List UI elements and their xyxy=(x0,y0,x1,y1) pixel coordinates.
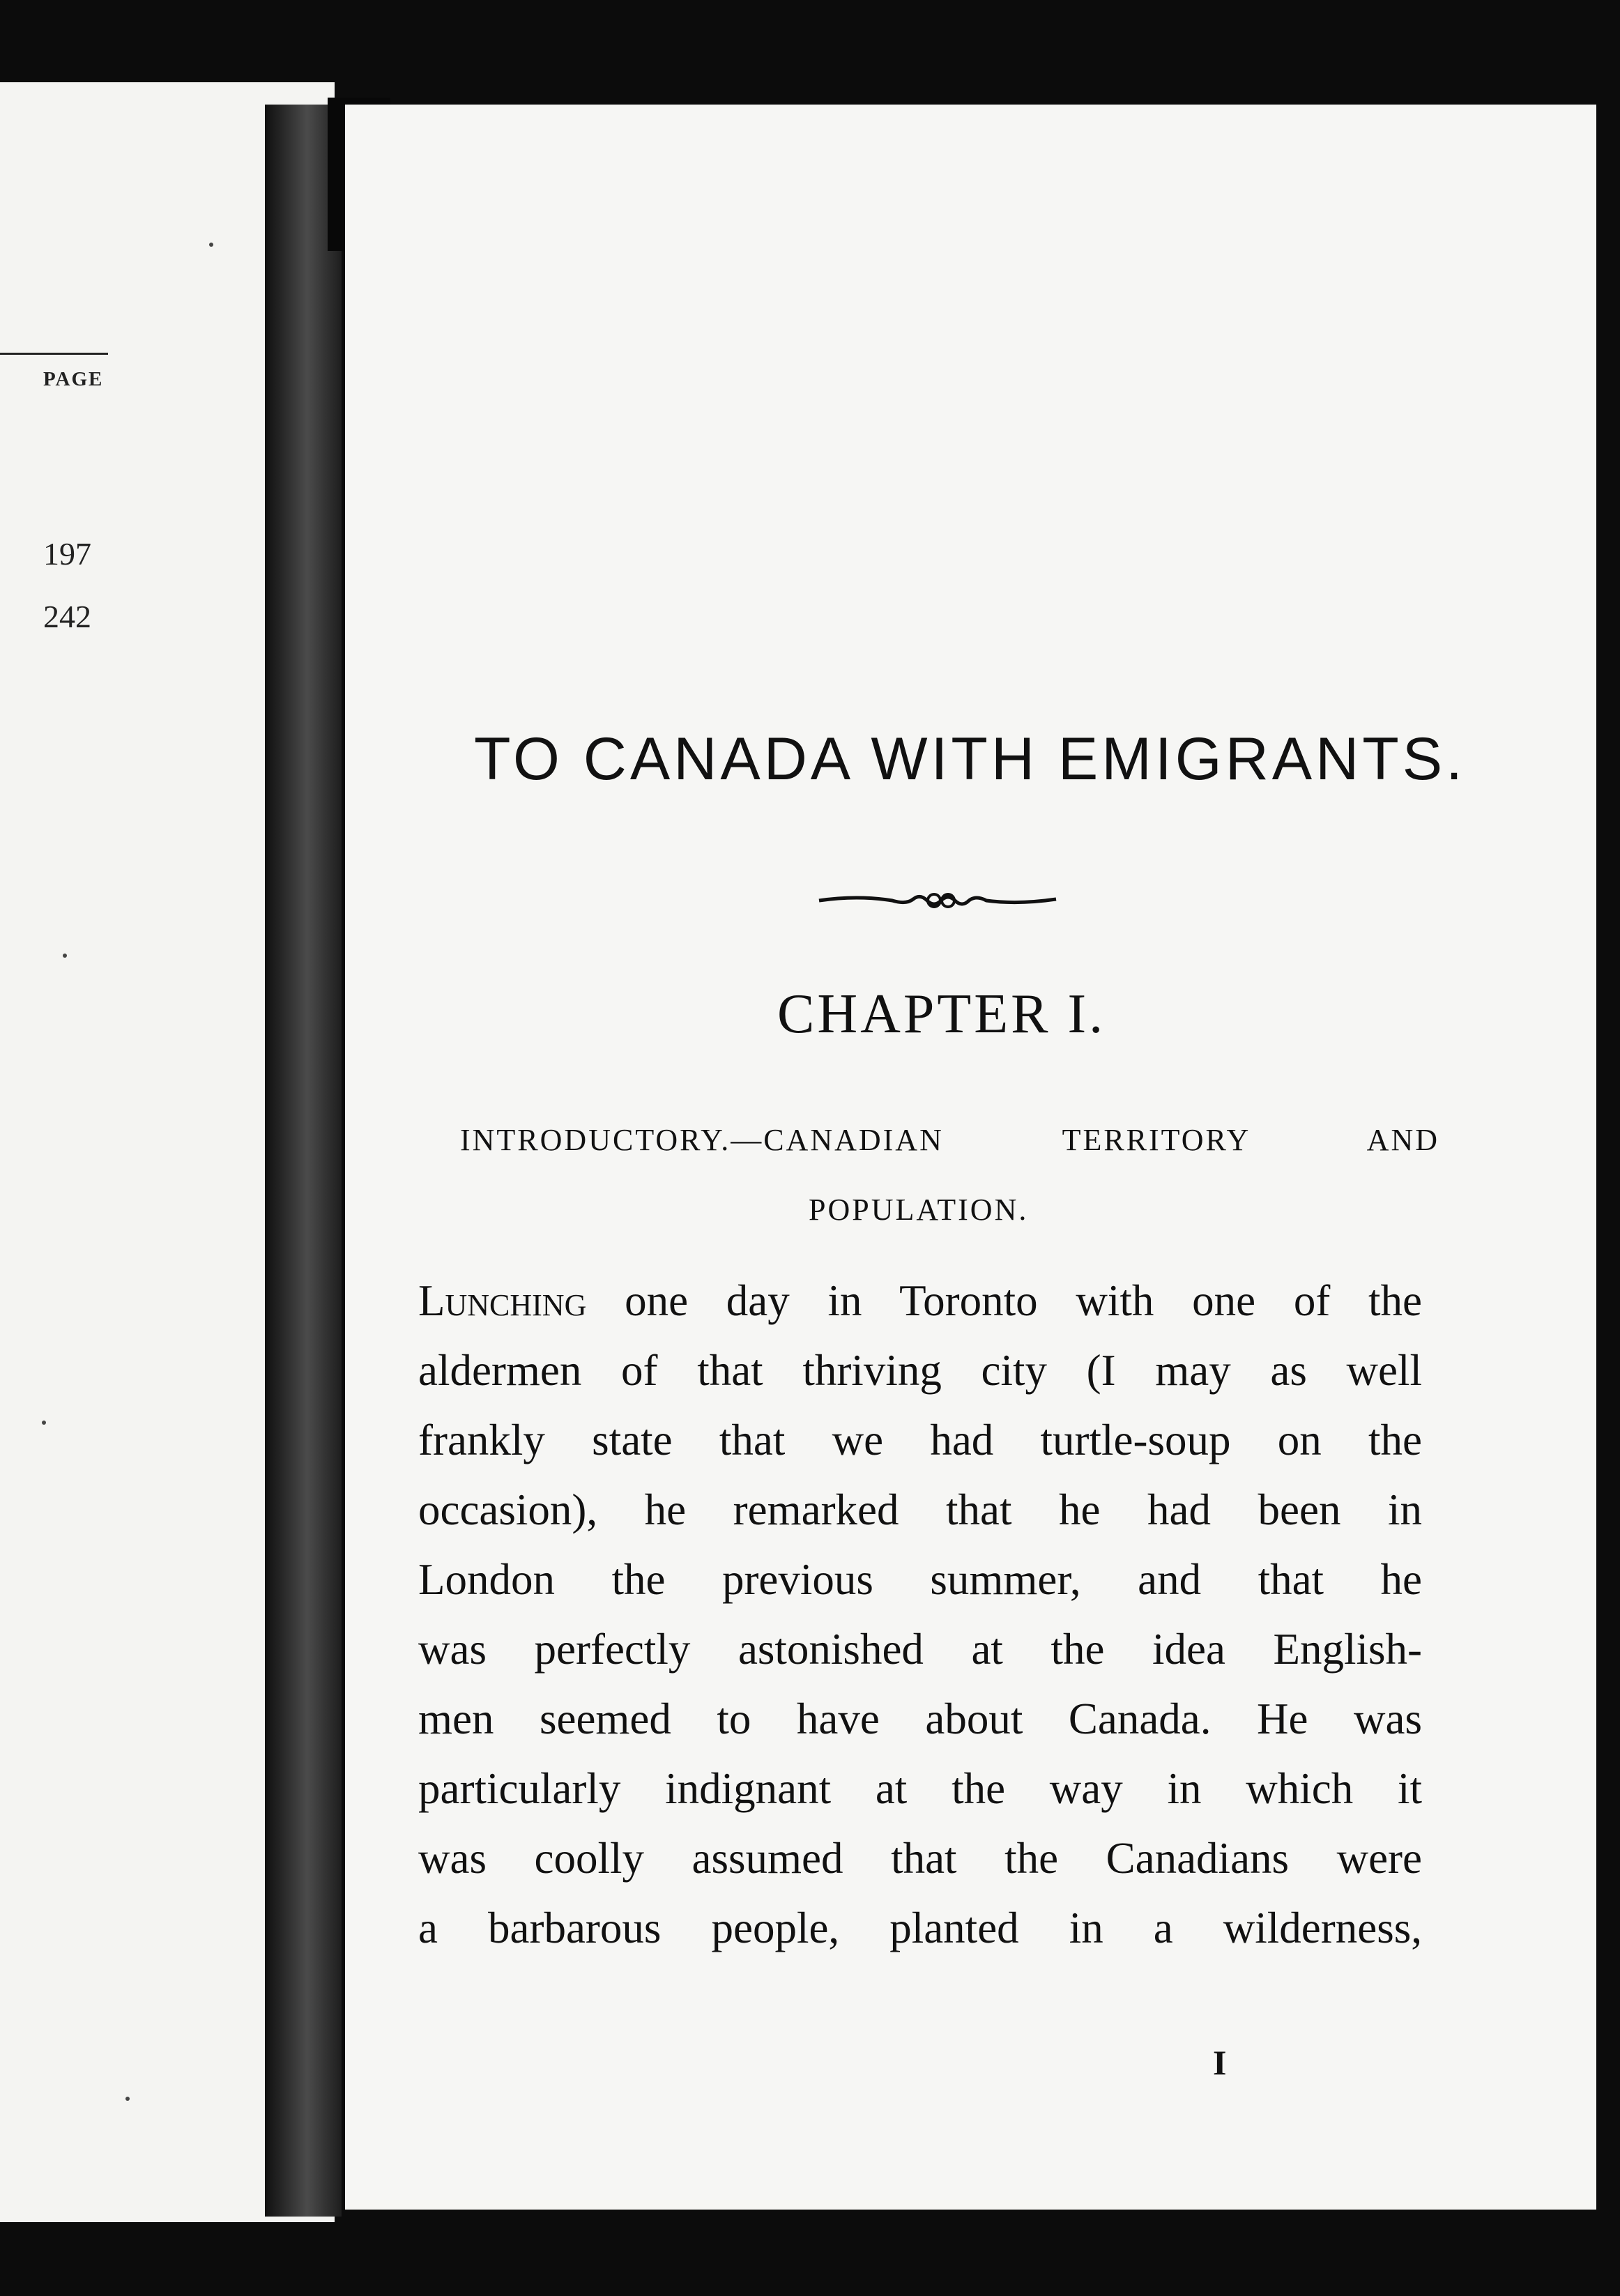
body-line-1-rest: one day in Toronto with one of the xyxy=(625,1276,1422,1325)
page-folio: I xyxy=(1213,2043,1227,2082)
body-line-5: London the previous summer, and that he xyxy=(418,1555,1422,1604)
speck xyxy=(125,2097,130,2101)
chapter-subtitle-line-1: INTRODUCTORY.—CANADIAN TERRITORY AND xyxy=(460,1123,1439,1157)
body-line-10: a barbarous people, planted in a wilderness, xyxy=(418,1904,1422,1952)
body-line-6: was perfectly astonished at the idea English- xyxy=(418,1625,1422,1674)
body-line-2: aldermen of that thriving city (I may as well xyxy=(418,1346,1422,1395)
left-page-number-2: 242 xyxy=(43,599,91,634)
speck xyxy=(42,1421,46,1425)
ornament-divider xyxy=(816,880,1060,921)
speck xyxy=(209,243,213,247)
body-line-1 xyxy=(418,1276,1422,1326)
book-spine xyxy=(265,105,342,2217)
chapter-subtitle-line-2: POPULATION. xyxy=(809,1193,1029,1227)
chapter-heading: CHAPTER I. xyxy=(777,984,1106,1045)
body-line-3: frankly state that we had turtle-soup on the xyxy=(418,1416,1422,1464)
book-title: TO CANADA WITH EMIGRANTS. xyxy=(474,726,1467,793)
drop-word: Lunching xyxy=(418,1276,587,1325)
left-page-label: PAGE xyxy=(43,368,104,390)
body-line-8: particularly indignant at the way in which it xyxy=(418,1764,1422,1813)
left-page-number-1: 197 xyxy=(43,536,91,572)
speck xyxy=(63,954,67,958)
left-page-rule xyxy=(0,353,108,355)
body-line-7: men seemed to have about Canada. He was xyxy=(418,1694,1422,1743)
body-line-9: was coolly assumed that the Canadians were xyxy=(418,1834,1422,1883)
page-edge-shadow xyxy=(1596,105,1620,2296)
body-line-4: occasion), he remarked that he had been in xyxy=(418,1485,1422,1534)
